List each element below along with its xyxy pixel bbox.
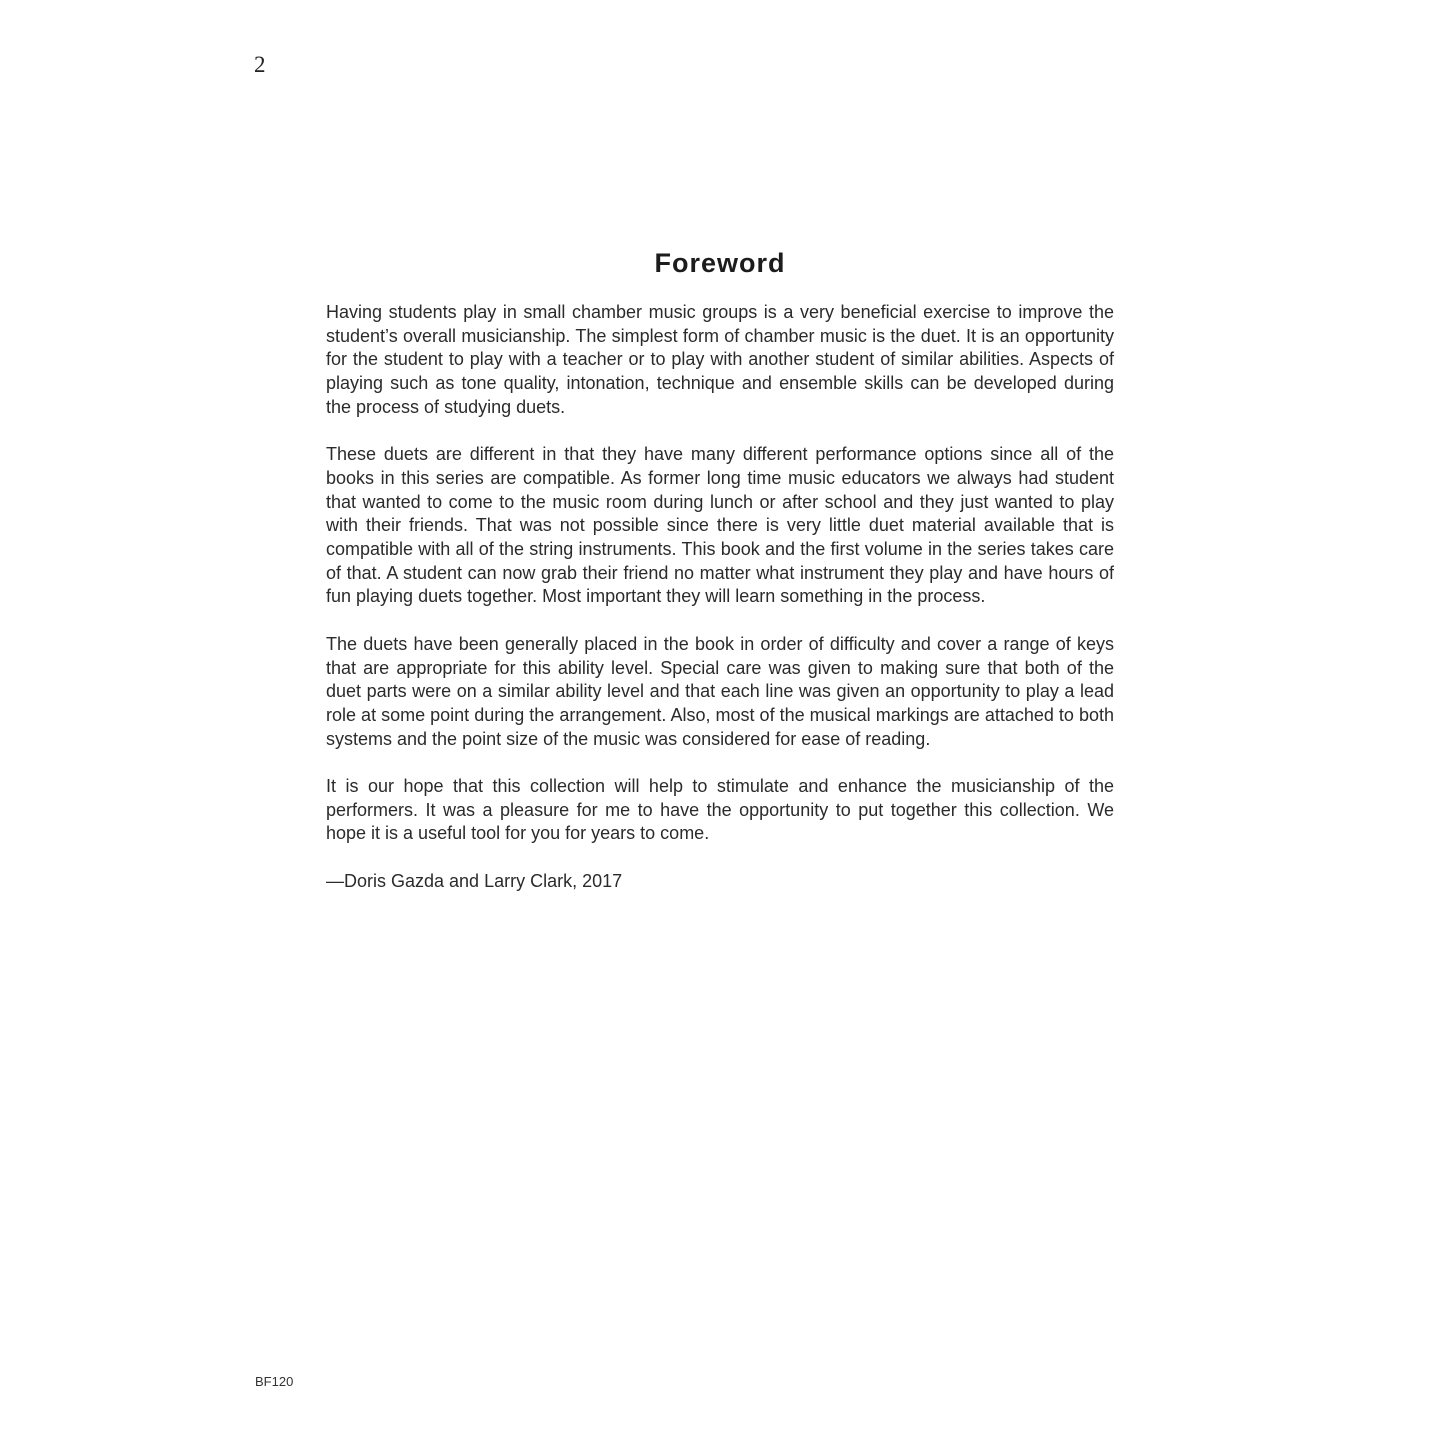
foreword-paragraph-4: It is our hope that this collection will help to stimulate and enhance the musicianship of the performers. It was a pleasure for me to have the opportunity to put together this collection. We hope it is a useful tool for you for years to come. bbox=[326, 776, 1114, 844]
page-number: 2 bbox=[254, 52, 266, 77]
catalog-number: BF120 bbox=[255, 1374, 294, 1389]
foreword-heading: Foreword bbox=[654, 248, 786, 278]
foreword-paragraph-3: The duets have been generally placed in the book in order of difficulty and cover a range of keys that are appropriate for this ability level. Special care was given to making sure that both of the duet parts were on a similar ability level and that each line was given an opportunity to play a lead role at some point during the arrangement. Also, most of the musical markings are attached to both systems and the point size of the music was considered for ease of reading. bbox=[326, 633, 1114, 749]
foreword-paragraph-2: These duets are different in that they have many different performance options since all of the books in this series are compatible. As former long time music educators we always had student that wanted to come to the music room during lunch or after school and they just wanted to play with their friends. That was not possible since there is very little duet material available that is compatible with all of the string instruments. This book and the first volume in the series takes care of that. A student can now grab their friend no matter what instrument they play and have hours of fun playing duets together. Most important they will learn something in the process. bbox=[326, 444, 1114, 607]
foreword-section bbox=[326, 248, 1114, 894]
foreword-paragraph-1: Having students play in small chamber music groups is a very beneficial exercise to improve the student’s overall musicianship. The simplest form of chamber music is the duet. It is an opportunity for the student to play with a teacher or to play with another student of similar abilities. Aspects of playing such as tone quality, intonation, technique and ensemble skills can be developed during the process of studying duets. bbox=[326, 302, 1114, 417]
author-signature: —Doris Gazda and Larry Clark, 2017 bbox=[326, 870, 623, 891]
